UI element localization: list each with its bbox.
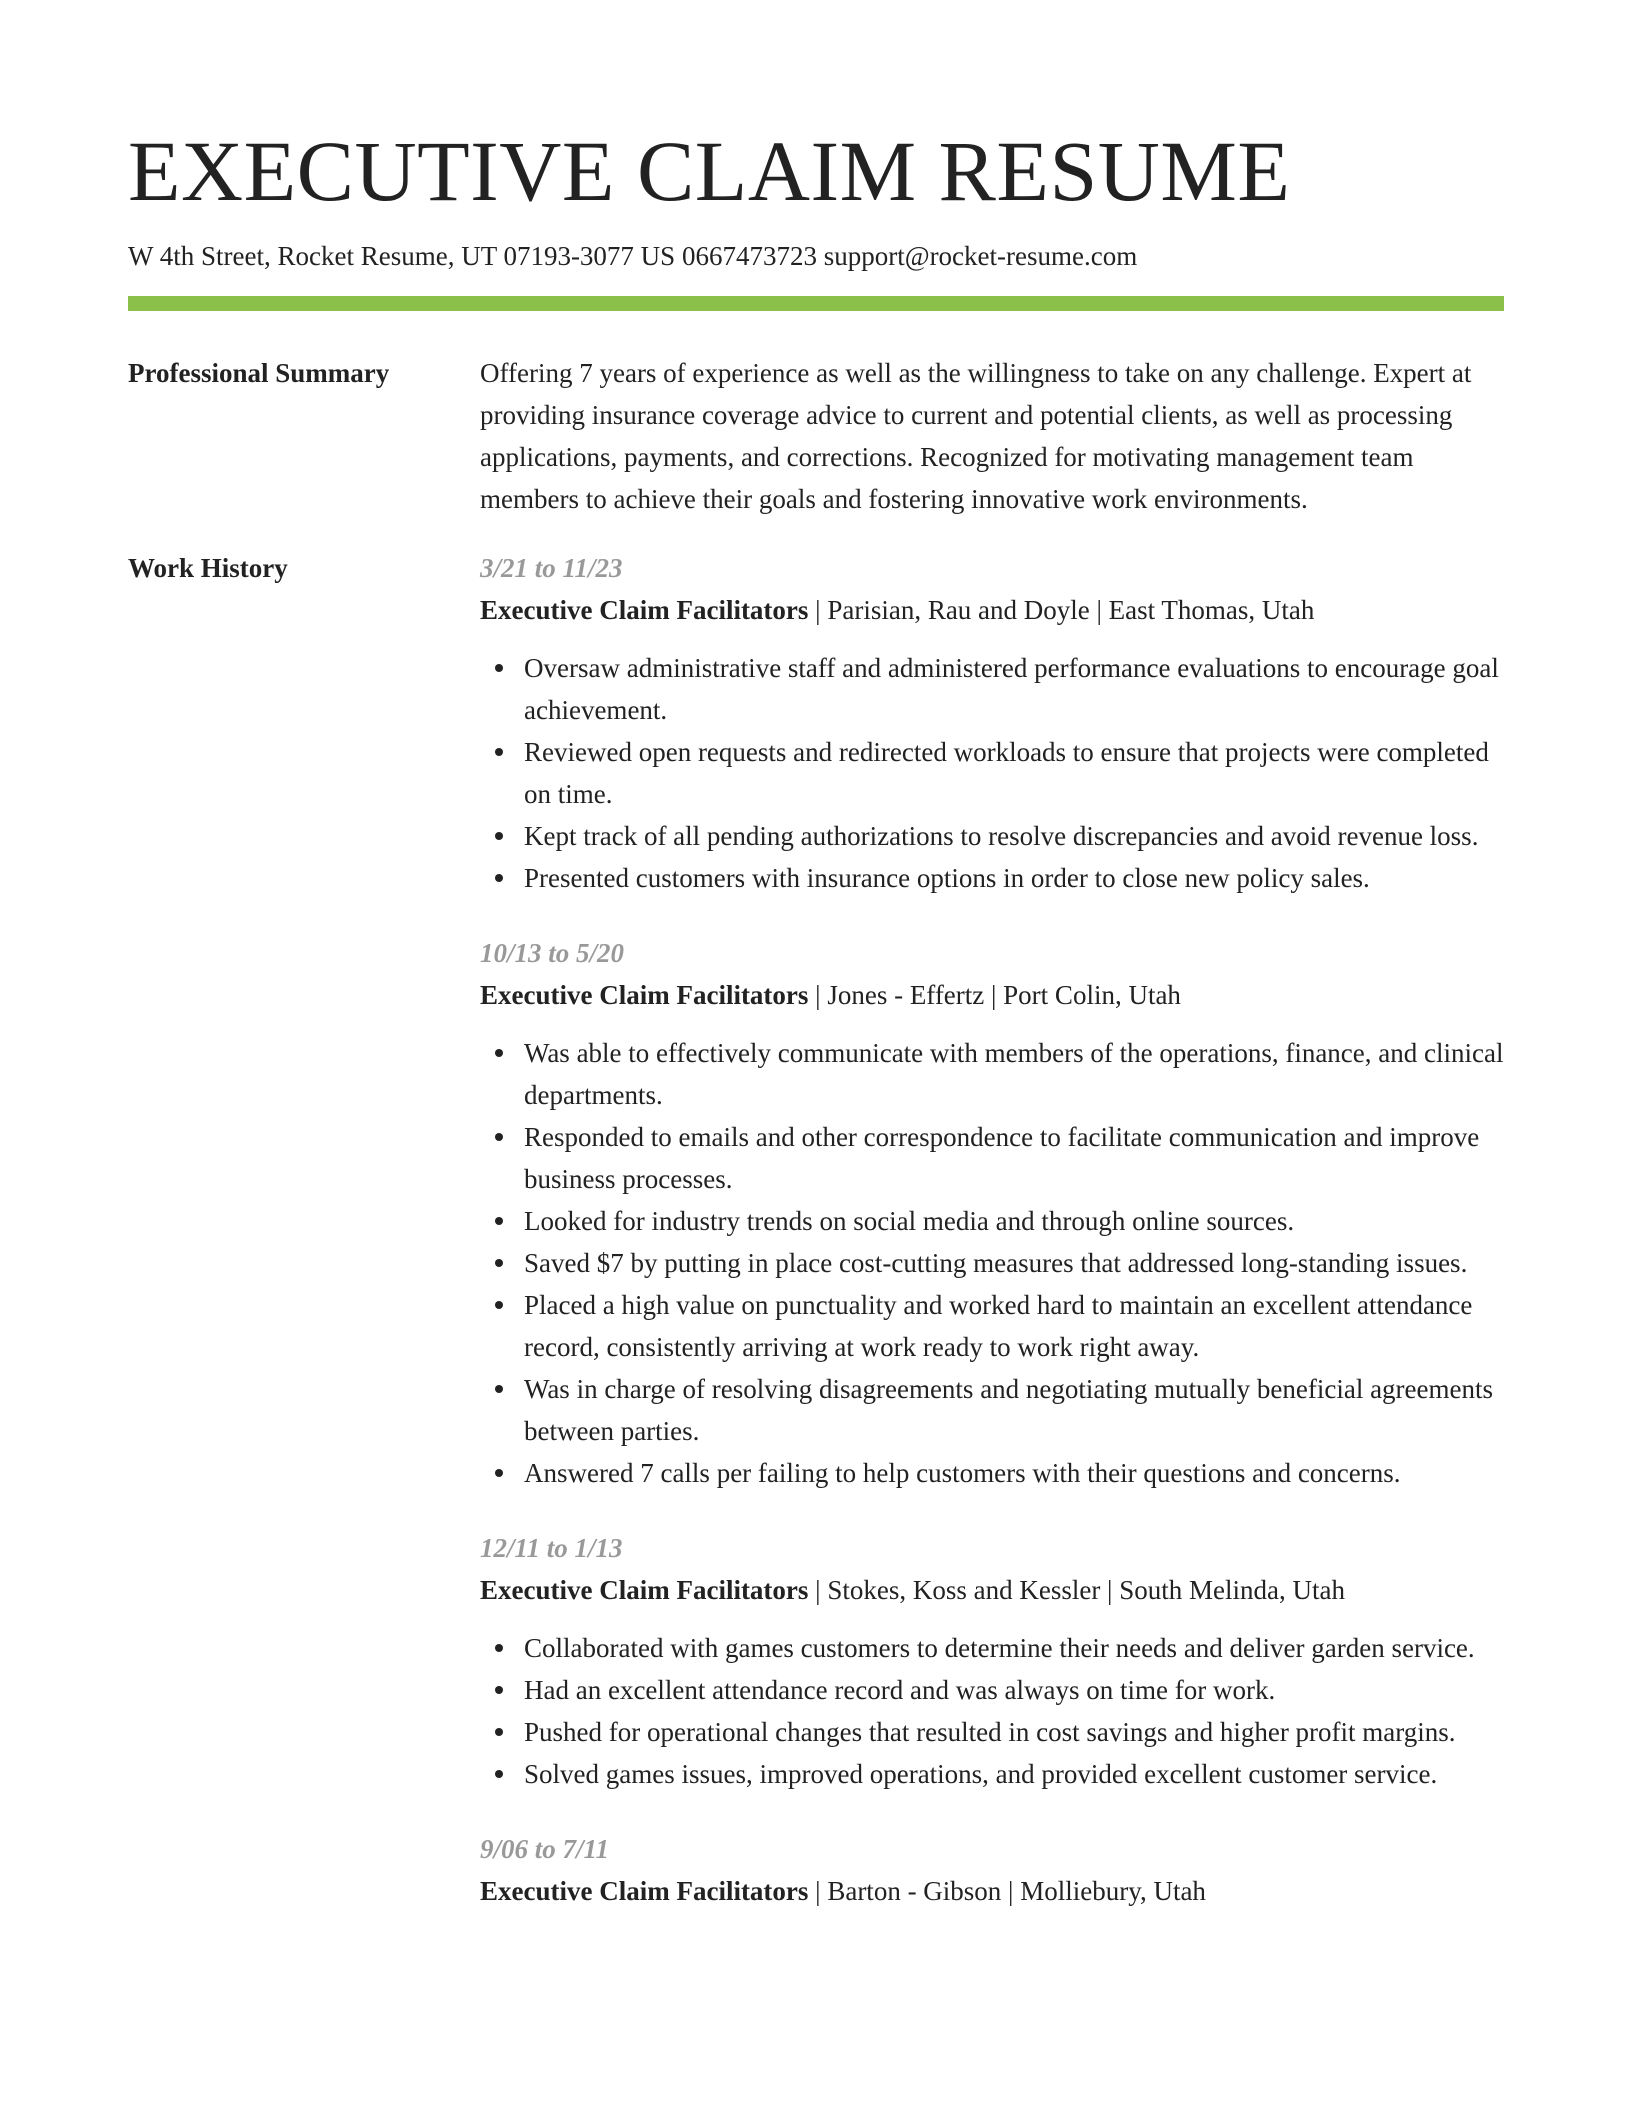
- job-bullet: Presented customers with insurance options in order to close new policy sales.: [524, 857, 1504, 899]
- job-bullet: Answered 7 calls per failing to help customers with their questions and concerns.: [524, 1452, 1504, 1494]
- job-title: Executive Claim Facilitators: [480, 595, 809, 626]
- job-heading: [480, 1569, 1504, 1611]
- summary-section: [128, 352, 1504, 520]
- job-heading: [480, 974, 1504, 1016]
- job-title: Executive Claim Facilitators: [480, 1575, 809, 1606]
- job-bullet: Responded to emails and other correspondence to facilitate communication and improve business processes.: [524, 1116, 1504, 1200]
- job-bullet: Looked for industry trends on social media and through online sources.: [524, 1200, 1504, 1242]
- summary-text: Offering 7 years of experience as well as the willingness to take on any challenge. Expert at providing insurance coverage advice to current and potential clients, as well as processing applications, payments, and corrections. Recognized for motivating management team members to achieve their goals and fostering innovative work environments.: [480, 358, 1472, 515]
- job-bullet: Saved $7 by putting in place cost-cutting measures that addressed long-standing issues.: [524, 1242, 1504, 1284]
- accent-divider: [128, 296, 1504, 311]
- job-bullet: Reviewed open requests and redirected workloads to ensure that projects were completed on time.: [524, 731, 1504, 815]
- job-employer-location: | Jones - Effertz | Port Colin, Utah: [808, 980, 1181, 1011]
- job-bullet: Was able to effectively communicate with members of the operations, finance, and clinical departments.: [524, 1032, 1504, 1116]
- job-bullet: Solved games issues, improved operations, and provided excellent customer service.: [524, 1753, 1504, 1795]
- job-entry: [480, 1527, 1504, 1795]
- job-bullets: [480, 1032, 1504, 1494]
- job-bullets: [480, 1627, 1504, 1795]
- job-date: 3/21 to 11/23: [480, 553, 623, 584]
- job-bullet: Placed a high value on punctuality and worked hard to maintain an excellent attendance record, consistently arriving at work ready to work right away.: [524, 1284, 1504, 1368]
- job-employer-location: | Parisian, Rau and Doyle | East Thomas, Utah: [808, 595, 1315, 626]
- job-heading: [480, 589, 1504, 631]
- job-heading: [480, 1870, 1504, 1912]
- resume-title: EXECUTIVE CLAIM RESUME: [128, 123, 1291, 219]
- job-bullets: [480, 647, 1504, 899]
- job-date: 12/11 to 1/13: [480, 1533, 623, 1564]
- job-employer-location: | Stokes, Koss and Kessler | South Melinda, Utah: [808, 1575, 1345, 1606]
- job-title: Executive Claim Facilitators: [480, 1876, 809, 1907]
- job-title: Executive Claim Facilitators: [480, 980, 809, 1011]
- job-employer-location: | Barton - Gibson | Molliebury, Utah: [808, 1876, 1206, 1907]
- job-bullet: Kept track of all pending authorizations to resolve discrepancies and avoid revenue loss.: [524, 815, 1504, 857]
- job-date: 9/06 to 7/11: [480, 1834, 610, 1865]
- work-history-list: [480, 547, 1504, 1912]
- contact-line: W 4th Street, Rocket Resume, UT 07193-3077 US 0667473723 support@rocket-resume.com: [128, 241, 1138, 271]
- job-date: 10/13 to 5/20: [480, 938, 625, 969]
- summary-heading: Professional Summary: [128, 358, 390, 389]
- job-bullet: Oversaw administrative staff and administered performance evaluations to encourage goal achievement.: [524, 647, 1504, 731]
- job-bullet: Had an excellent attendance record and was always on time for work.: [524, 1669, 1504, 1711]
- job-bullet: Collaborated with games customers to determine their needs and deliver garden service.: [524, 1627, 1504, 1669]
- job-bullet: Pushed for operational changes that resulted in cost savings and higher profit margins.: [524, 1711, 1504, 1753]
- job-entry: [480, 1828, 1504, 1912]
- resume-page: [128, 0, 1504, 1912]
- work-history-section: [128, 547, 1504, 1912]
- job-entry: [480, 547, 1504, 899]
- job-entry: [480, 932, 1504, 1494]
- work-history-heading: Work History: [128, 553, 288, 584]
- job-bullet: Was in charge of resolving disagreements and negotiating mutually beneficial agreements between parties.: [524, 1368, 1504, 1452]
